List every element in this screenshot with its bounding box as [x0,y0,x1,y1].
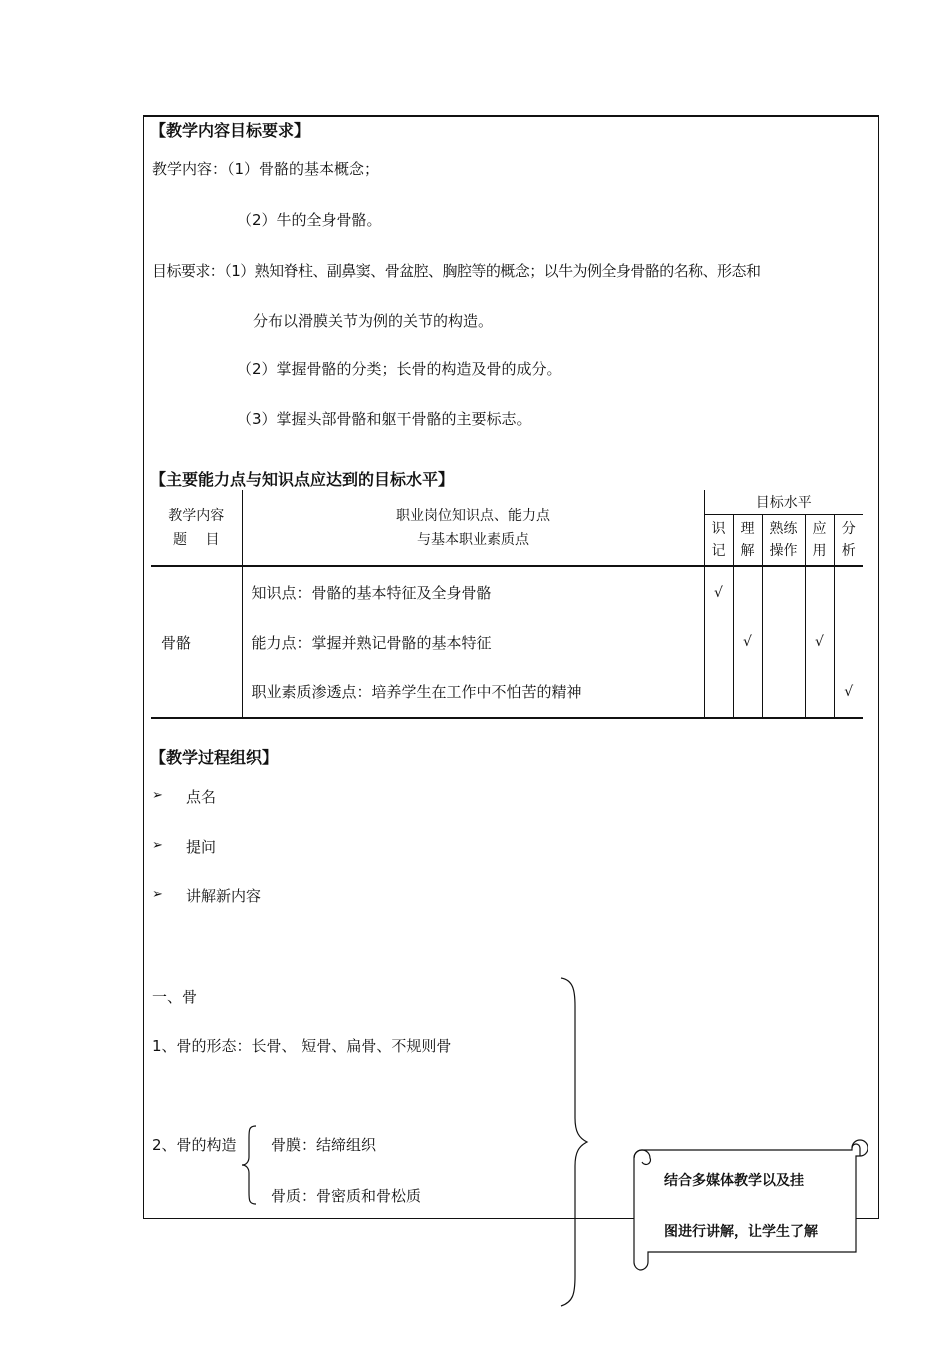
bone-section-title: 一、骨 [152,988,198,1006]
callout-line-1: 结合多媒体教学以及挂 [664,1173,804,1189]
level-analyze: 分 析 [834,514,863,566]
section-heading-teaching-goals: 【教学内容目标要求】 [150,121,311,140]
bone-periosteum-line: 骨膜：结缔组织 [271,1136,377,1154]
goal-line-1-continued: 分布以滑膜关节为例的关节的构造。 [253,312,494,330]
goal-line-2: （2）掌握骨骼的分类；长骨的构造及骨的成分。 [237,360,562,378]
mark-cell [805,666,834,718]
mark-cell [762,666,805,718]
level-memorize: 识 记 [704,514,733,566]
large-brace-icon [555,976,595,1308]
mark-cell [704,666,733,718]
header-target-level: 目标水平 [704,490,863,514]
bone-substance-line: 骨质：骨密质和骨松质 [271,1187,422,1205]
small-brace-icon [240,1124,262,1206]
callout-line-2: 图进行讲解，让学生了解 [664,1224,818,1240]
teaching-content-line-1: 教学内容：（1）骨骼的基本概念； [152,160,380,178]
scroll-callout-shape [630,1128,868,1282]
teaching-content-line-2: （2）牛的全身骨骼。 [237,211,382,229]
mark-cell: √ [834,666,863,718]
table-row-ability: 能力点：掌握并熟记骨骼的基本特征 [242,618,704,666]
mark-cell [762,618,805,666]
process-item-roll-call: 点名 [186,788,217,806]
process-item-questioning: 提问 [186,838,217,856]
target-level-table [151,490,863,719]
header-points: 职业岗位知识点、能力点 与基本职业素质点 [242,490,704,566]
mark-cell [733,666,762,718]
bullet-arrow-icon: ➢ [152,788,163,803]
level-apply: 应 用 [805,514,834,566]
bullet-arrow-icon: ➢ [152,838,163,853]
mark-cell [704,618,733,666]
section-heading-target-levels: 【主要能力点与知识点应达到的目标水平】 [150,470,455,489]
level-skilled-operation: 熟练 操作 [762,514,805,566]
mark-cell [805,566,834,618]
goal-line-1: 目标要求：（1）熟知脊柱、副鼻窦、骨盆腔、胸腔等的概念；以牛为例全身骨骼的名称、形态和 [152,262,761,280]
mark-cell: √ [704,566,733,618]
header-topic: 教学内容 题 目 [151,490,242,566]
mark-cell [733,566,762,618]
bone-structure-label: 2、骨的构造 [152,1136,237,1154]
bone-shape-line: 1、骨的形态：长骨、 短骨、扁骨、不规则骨 [152,1037,452,1055]
process-item-new-content: 讲解新内容 [186,887,262,905]
table-row-quality: 职业素质渗透点：培养学生在工作中不怕苦的精神 [242,666,704,718]
mark-cell [834,566,863,618]
topic-cell: 骨骼 [151,566,242,718]
level-understand: 理 解 [733,514,762,566]
goal-line-3: （3）掌握头部骨骼和躯干骨骼的主要标志。 [237,410,532,428]
mark-cell: √ [733,618,762,666]
table-row-knowledge: 知识点：骨骼的基本特征及全身骨骼 [242,566,704,618]
mark-cell [762,566,805,618]
section-heading-process: 【教学过程组织】 [150,748,279,767]
mark-cell [834,618,863,666]
bullet-arrow-icon: ➢ [152,887,163,902]
mark-cell: √ [805,618,834,666]
